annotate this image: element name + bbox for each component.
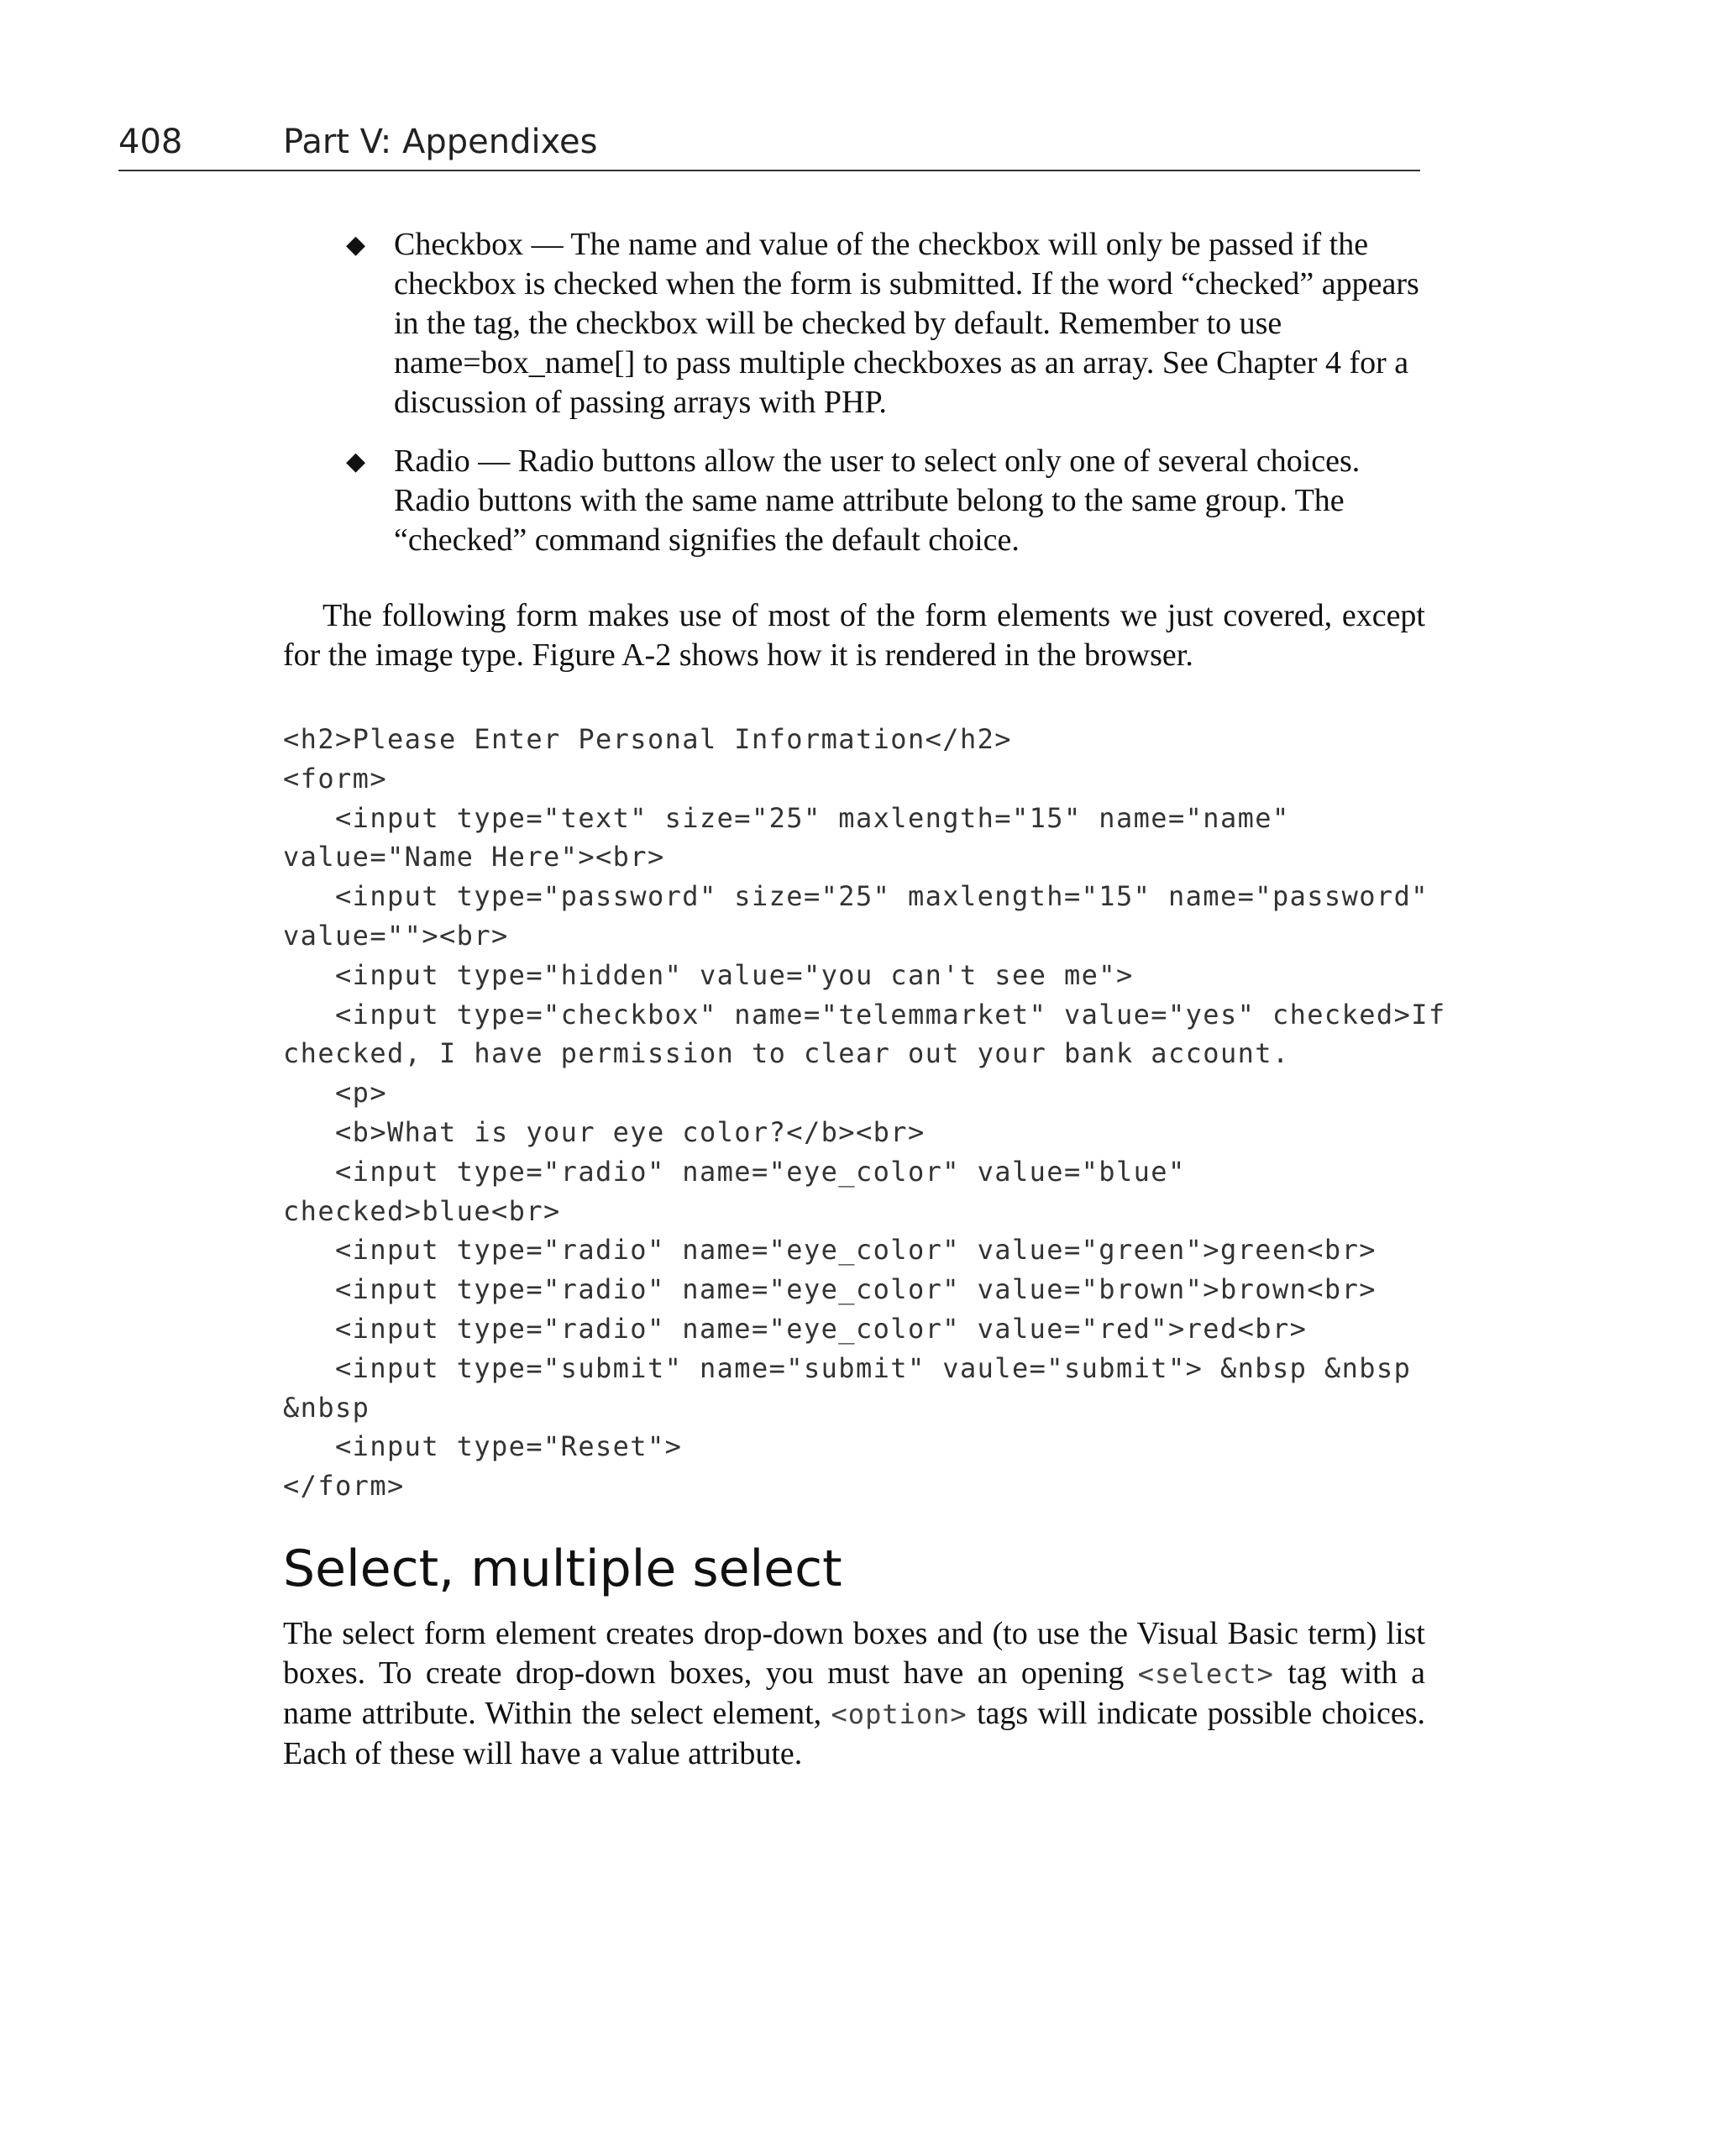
section-text: tags will indicate possible choices. Each of these will have a value attribute. [283, 1696, 1425, 1771]
code-line: <form> [283, 762, 387, 795]
intro-paragraph: The following form makes use of most of the form elements we just covered, except for the image type. Figure A-2 shows how it is rendered in the browser. [283, 598, 1425, 673]
code-listing [283, 720, 1459, 1506]
code-line: <input type="radio" name="eye_color" value="red">red<br> [283, 1312, 1308, 1345]
section-text: tag with a name attribute. Within the select element, [283, 1655, 1425, 1731]
code-line: <b>What is your eye color?</b><br> [283, 1115, 926, 1148]
code-line: <input type="radio" name="eye_color" value="brown">brown<br> [283, 1273, 1377, 1306]
code-line: </form> [283, 1470, 405, 1503]
code-line: <input type="radio" name="eye_color" value="green">green<br> [283, 1234, 1377, 1267]
inline-code-option: <option> [831, 1698, 968, 1730]
bullet-list [346, 225, 1425, 580]
bullet-item-radio [346, 442, 1425, 560]
code-line: <input type="text" size="25" maxlength="15" name="name" [283, 801, 1290, 834]
code-line: checked, I have permission to clear out your bank account. [283, 1037, 1290, 1070]
section-text: The select form element creates drop-down boxes and (to use the Visual Basic term) list boxes. To create drop-down boxes, you must have an opening [283, 1616, 1425, 1691]
code-line: <input type="password" size="25" maxlength="15" name="password" [283, 880, 1429, 913]
code-line: checked>blue<br> [283, 1194, 561, 1227]
bullet-text: Checkbox — The name and value of the checkbox will only be passed if the checkbox is checked when the form is submitted. If the word “checked” appears in the tag, the checkbox will be checked by default. Remember to use name=box_name[] to pass multiple checkboxes as an array. See Chapter 4 for a discussion of passing arrays with PHP. [394, 227, 1419, 420]
code-line: <h2>Please Enter Personal Information</h2> [283, 723, 1012, 755]
code-line: <input type="Reset"> [283, 1430, 683, 1463]
bullet-item-checkbox [346, 225, 1425, 422]
code-line: <input type="checkbox" name="telemmarket" value="yes" checked>If [283, 998, 1446, 1031]
bullet-text: Radio — Radio buttons allow the user to select only one of several choices. Radio buttons with the same name attribute belong to the same group. The “checked” command signifies the default choice. [394, 443, 1361, 558]
code-line: value="Name Here"><br> [283, 841, 665, 873]
code-line: <input type="hidden" value="you can't see me"> [283, 958, 1134, 991]
code-line: value=""><br> [283, 919, 509, 952]
running-header [118, 116, 1420, 171]
code-line: <input type="submit" name="submit" vaule="submit"> &nbsp &nbsp [283, 1351, 1412, 1384]
inline-code-select: <select> [1137, 1658, 1274, 1690]
section-heading: Select, multiple select [283, 1540, 842, 1598]
section-paragraph [283, 1614, 1425, 1774]
diamond-bullet-icon: ◆ [346, 448, 366, 475]
part-title: Part V: Appendixes [283, 123, 598, 161]
diamond-bullet-icon: ◆ [346, 231, 366, 259]
page-number: 408 [118, 123, 183, 161]
code-line: <input type="radio" name="eye_color" value="blue" [283, 1155, 1186, 1188]
code-line: &nbsp [283, 1391, 370, 1424]
code-line: <p> [283, 1077, 387, 1109]
